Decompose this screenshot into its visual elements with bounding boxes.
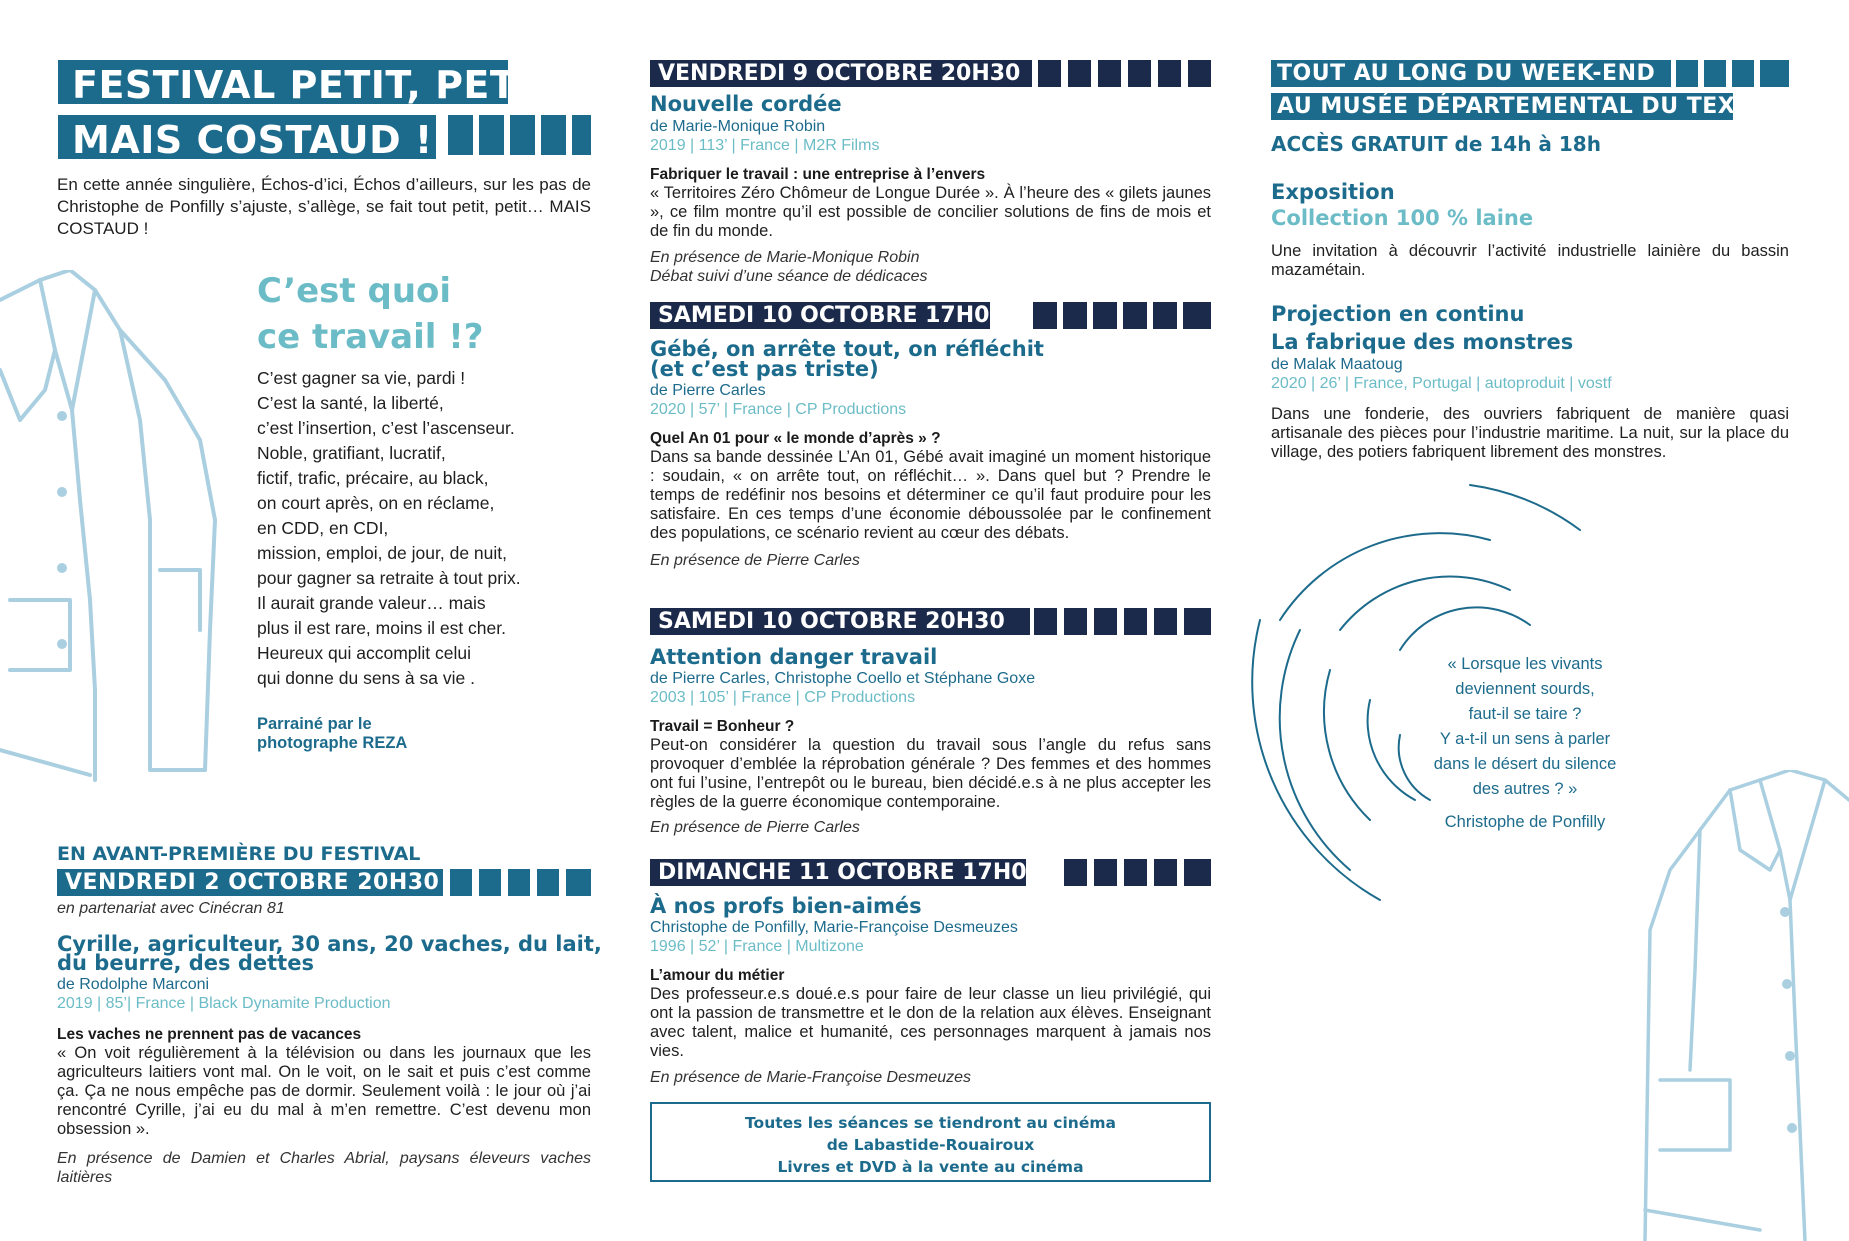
exhibition-description: Une invitation à découvrir l’activité industrielle lainière du bassin mazamétain. [1271, 242, 1789, 279]
decor-square [1153, 302, 1177, 329]
exhibition-title: Collection 100 % laine [1271, 206, 1534, 230]
decor-square [1760, 60, 1789, 87]
film-director: de Marie-Monique Robin [650, 118, 826, 135]
screening-date-band: SAMEDI 10 OCTOBRE 17H00 [650, 302, 990, 329]
decor-square [510, 115, 535, 155]
decor-square [1183, 302, 1211, 329]
film-subtitle: Travail = Bonheur ? [650, 718, 795, 735]
film-subtitle: Les vaches ne prennent pas de vacances [57, 1026, 362, 1043]
festival-title-line1: FESTIVAL PETIT, PETIT, [58, 60, 508, 104]
preview-header: EN AVANT-PREMIÈRE DU FESTIVAL [57, 843, 421, 865]
decor-square [1704, 60, 1726, 87]
quote-line: faut-il se taire ? [1468, 705, 1582, 723]
sponsor-line2: photographe REZA [257, 734, 408, 752]
decor-square [450, 869, 472, 896]
poem-line: pour gagner sa retraite à tout prix. [257, 568, 521, 588]
film-presence: En présence de Pierre Carles [650, 552, 860, 569]
poem-line: mission, emploi, de jour, de nuit, [257, 543, 507, 563]
decor-square [537, 869, 559, 896]
film-meta: 2003 | 105’ | France | CP Productions [650, 689, 916, 706]
decor-square [1094, 608, 1117, 635]
film-director: de Pierre Carles, Christophe Coello et Stéphane Goxe [650, 670, 1036, 687]
venue-info-line: de Labastide-Rouairoux [826, 1136, 1035, 1154]
projection-director: de Malak Maatoug [1271, 356, 1403, 373]
film-presence: Débat suivi d’une séance de dédicaces [650, 268, 928, 285]
decor-square [1068, 60, 1091, 87]
decor-square [479, 869, 501, 896]
poem-line: plus il est rare, moins il est cher. [257, 618, 506, 638]
film-director: Christophe de Ponfilly, Marie-Françoise Desmeuzes [650, 919, 1018, 936]
projection-meta: 2020 | 26’ | France, Portugal | autoproduit | vostf [1271, 375, 1612, 392]
decor-square [1033, 302, 1057, 329]
venue-info-box [650, 1102, 1211, 1182]
decor-square [1188, 60, 1211, 87]
decor-square [1158, 60, 1181, 87]
decor-square [1034, 608, 1057, 635]
partnership-note: en partenariat avec Cinécran 81 [57, 900, 285, 917]
poem-line: fictif, trafic, précaire, au black, [257, 468, 489, 488]
film-title: À nos profs bien-aimés [650, 894, 922, 918]
film-meta: 2019 | 113’ | France | M2R Films [650, 137, 880, 154]
film-meta: 2019 | 85’| France | Black Dynamite Production [57, 995, 391, 1012]
decor-square [508, 869, 530, 896]
projection-description: Dans une fonderie, des ouvriers fabriquent de manière quasi artisanale des pièces pour l’industrie maritime. La nuit, sur la place du village, des potiers fabriquent librement des monstres. [1271, 405, 1789, 461]
question-line1: C’est quoi [257, 271, 452, 311]
venue-info-line: Toutes les séances se tiendront au cinéma [745, 1114, 1116, 1132]
poem-line: qui donne du sens à sa vie . [257, 668, 475, 688]
exhibition-label: Exposition [1271, 180, 1395, 204]
film-subtitle: L’amour du métier [650, 967, 785, 984]
screening-date-band: SAMEDI 10 OCTOBRE 20H30 [650, 608, 1030, 635]
film-presence: En présence de Marie-Monique Robin [650, 249, 920, 266]
film-director: de Pierre Carles [650, 382, 766, 399]
film-title: Cyrille, agriculteur, 30 ans, 20 vaches, du lait, [57, 932, 602, 956]
poem-line: C’est la santé, la liberté, [257, 393, 444, 413]
decor-square [1128, 60, 1151, 87]
decor-square [1676, 60, 1698, 87]
quote-line: dans le désert du silence [1433, 755, 1617, 773]
decor-square [1732, 60, 1754, 87]
film-subtitle: Quel An 01 pour « le monde d’après » ? [650, 430, 941, 447]
poem-line: Il aurait grande valeur… mais [257, 593, 486, 613]
decor-square [541, 115, 566, 155]
question-line2: ce travail !? [257, 317, 484, 357]
decor-square [1064, 859, 1087, 886]
poem-line: Heureux qui accomplit celui [257, 643, 471, 663]
projection-label: Projection en continu [1271, 302, 1525, 326]
ponfilly-quote [1400, 652, 1650, 835]
decor-square [1098, 60, 1121, 87]
quote-line: des autres ? » [1472, 780, 1578, 798]
film-director: de Rodolphe Marconi [57, 976, 210, 993]
decor-square [1123, 302, 1147, 329]
decor-square [1124, 859, 1147, 886]
sponsor-line1: Parrainé par le [257, 715, 372, 733]
decor-square [1184, 859, 1211, 886]
poem-line: en CDD, en CDI, [257, 518, 389, 538]
quote-line: Y a-t-il un sens à parler [1439, 730, 1611, 748]
film-description: Dans sa bande dessinée L’An 01, Gébé avait imaginé un moment historique : soudain, « on arrête tout, on réfléchit… ». Dans quel but ? Prendre le temps de redéfinir nos besoins et déterminer ce qu’il faut produire pour les satisfaire. En ces temps d’une économie déboussolée par le confinement des populations, ce scénario revient au cœur des débats. [650, 448, 1211, 542]
decor-square [479, 115, 504, 155]
film-meta: 2020 | 57’ | France | CP Productions [650, 401, 907, 418]
work-poem [257, 366, 597, 691]
film-description: « Territoires Zéro Chômeur de Longue Durée ». À l’heure des « gilets jaunes », ce film montre qu’il est possible de concilier solutions de fins de mois et de fin du monde. [650, 184, 1211, 240]
film-title: du beurre, des dettes [57, 951, 314, 975]
free-access-note: ACCÈS GRATUIT de 14h à 18h [1271, 132, 1601, 156]
decor-square [1093, 302, 1117, 329]
film-subtitle: Fabriquer le travail : une entreprise à l’envers [650, 166, 986, 183]
decor-square [1154, 608, 1177, 635]
poem-line: on court après, on en réclame, [257, 493, 495, 513]
decor-square [1038, 60, 1061, 87]
film-presence: En présence de Marie-Françoise Desmeuzes [650, 1069, 972, 1086]
film-title: Nouvelle cordée [650, 92, 842, 116]
poem-line: Noble, gratifiant, lucratif, [257, 443, 446, 463]
film-meta: 1996 | 52’ | France | Multizone [650, 938, 864, 955]
film-description: Des professeur.e.s doué.e.s pour faire de leur classe un lieu privilégié, qui ont la passion de transmettre et le don de la relation aux élèves. Enseignant avec talent, malice et humanité, ces personnages marquent à jamais nos vies. [650, 985, 1211, 1060]
film-presence: En présence de Pierre Carles [650, 819, 860, 836]
film-description: « On voit régulièrement à la télévision ou dans les journaux que les agriculteurs laitiers vont mal. On le voit, on le sait et puis c’est comme ça. Ça ne nous empêche pas de dormir. Seulement voilà : le jour où j’ai rencontré Cyrille, j’ai eu du mal à m’en remettre. C’est devenu mon obsession ». [57, 1044, 591, 1138]
decor-square [1154, 859, 1177, 886]
decor-square [566, 869, 591, 896]
decor-square [1094, 859, 1117, 886]
film-title: Attention danger travail [650, 645, 938, 669]
screening-date-band: DIMANCHE 11 OCTOBRE 17H00 [650, 859, 1026, 886]
decor-square [1063, 302, 1087, 329]
decor-square [448, 115, 473, 155]
museum-header-line2: AU MUSÉE DÉPARTEMENTAL DU TEXTILE [1271, 93, 1733, 120]
decor-square [1124, 608, 1147, 635]
film-title: (et c’est pas triste) [650, 357, 879, 381]
lab-coat-illustration-right [1640, 770, 1849, 1241]
festival-intro: En cette année singulière, Échos-d’ici, Échos d’ailleurs, sur les pas de Christophe de Ponfilly s’ajuste, s’allège, se fait tout petit, petit… MAIS COSTAUD ! [57, 175, 591, 238]
film-presence: En présence de Damien et Charles Abrial, paysans éleveurs vaches laitières [57, 1150, 591, 1186]
decor-square [1184, 608, 1211, 635]
venue-info-line: Livres et DVD à la vente au cinéma [777, 1158, 1084, 1176]
quote-line: deviennent sourds, [1455, 680, 1595, 698]
poem-line: C’est gagner sa vie, pardi ! [257, 368, 466, 388]
film-title: Gébé, on arrête tout, on réfléchit [650, 337, 1044, 361]
museum-header-line1: TOUT AU LONG DU WEEK-END [1271, 60, 1671, 87]
decor-square [1064, 608, 1087, 635]
lab-coat-illustration-left [0, 270, 220, 790]
preview-date-band: VENDREDI 2 OCTOBRE 20H30 [57, 869, 443, 896]
projection-film-title: La fabrique des monstres [1271, 330, 1574, 354]
decor-square [572, 115, 591, 155]
screening-date-band: VENDREDI 9 OCTOBRE 20H30 [650, 60, 1032, 87]
poem-line: c’est l’insertion, c’est l’ascenseur. [257, 418, 515, 438]
quote-line: « Lorsque les vivants [1447, 655, 1603, 673]
film-description: Peut-on considérer la question du travail sous l’angle du refus sans provoquer d’emblée la réprobation générale ? Des femmes et des hommes ont fui l’usine, l’entrepôt ou le bureau, bien décidé.e.s à ne plus accepter les règles de la guerre économique contemporaine. [650, 736, 1211, 811]
quote-author: Christophe de Ponfilly [1444, 813, 1606, 831]
festival-title-line2: MAIS COSTAUD ! [58, 115, 436, 159]
